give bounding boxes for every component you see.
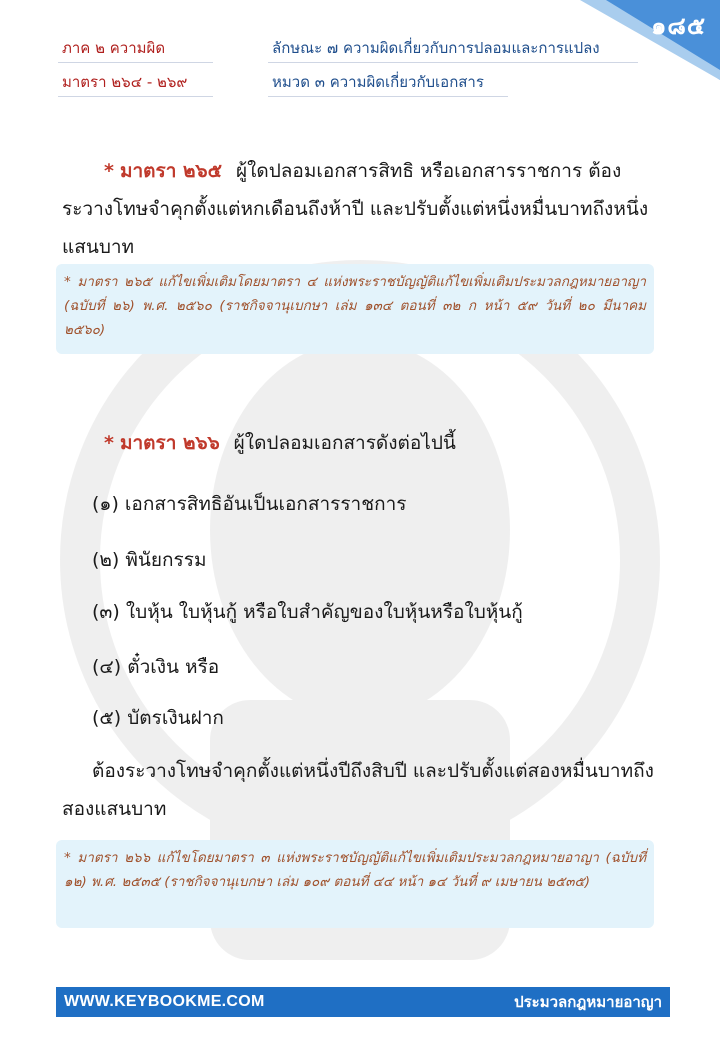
section-text: ผู้ใดปลอมเอกสารดังต่อไปนี้	[233, 432, 456, 454]
section-266-penalty	[62, 752, 660, 828]
amendment-note-265: * มาตรา ๒๖๕ แก้ไขเพิ่มเติมโดยมาตรา ๔ แห่งพระราชบัญญัติแก้ไขเพิ่มเติมประมวลกฎหมายอาญา (ฉบับที่ ๒๖) พ.ศ. ๒๕๖๐ (ราชกิจจานุเบกษา เล่ม ๑๓๔ ตอนที่ ๓๒ ก หน้า ๕๙ วันที่ ๒๐ มีนาคม ๒๕๖๐)	[56, 264, 654, 354]
list-item: (๕) บัตรเงินฝาก	[92, 707, 224, 729]
section-265	[62, 152, 660, 266]
header-sections: มาตรา ๒๖๔ - ๒๖๙	[62, 73, 188, 91]
header-divider	[268, 62, 638, 63]
amendment-mark: *	[104, 160, 114, 182]
footer-website: WWW.KEYBOOKME.COM	[64, 993, 265, 1010]
header-divider	[268, 96, 508, 97]
header-divider	[58, 96, 213, 97]
header-divider	[58, 62, 213, 63]
list-item: (๑) เอกสารสิทธิอันเป็นเอกสารราชการ	[92, 493, 407, 515]
section-266-intro	[62, 424, 660, 462]
footer-book-title: ประมวลกฎหมายอาญา	[514, 994, 662, 1011]
header-part: ภาค ๒ ความผิด	[62, 39, 166, 57]
amendment-mark: *	[104, 432, 114, 454]
amendment-note-266: * มาตรา ๒๖๖ แก้ไขโดยมาตรา ๓ แห่งพระราชบัญญัติแก้ไขเพิ่มเติมประมวลกฎหมายอาญา (ฉบับที่ ๑๒) พ.ศ. ๒๕๓๕ (ราชกิจจานุเบกษา เล่ม ๑๐๙ ตอนที่ ๔๔ หน้า ๑๔ วันที่ ๙ เมษายน ๒๕๓๕)	[56, 840, 654, 928]
section-text: ผู้ใดปลอมเอกสารสิทธิ หรือเอกสารราชการ ต้อง	[235, 160, 622, 182]
list-item: (๒) พินัยกรรม	[92, 549, 207, 571]
footer-bar	[56, 987, 670, 1017]
header-title: ลักษณะ ๗ ความผิดเกี่ยวกับการปลอมและการแปลง	[272, 39, 600, 57]
section-266	[62, 424, 660, 462]
section-265-line2: ระวางโทษจำคุกตั้งแต่หกเดือนถึงห้าปี และปรับตั้งแต่หนึ่งหมื่นบาทถึงหนึ่ง	[62, 198, 649, 220]
section-ref: มาตรา ๒๖๕	[119, 160, 222, 182]
header-chapter: หมวด ๓ ความผิดเกี่ยวกับเอกสาร	[272, 73, 484, 91]
section-265-line3: แสนบาท	[62, 236, 135, 258]
page-number: ๑๘๕	[651, 12, 706, 40]
penalty-line1: ต้องระวางโทษจำคุกตั้งแต่หนึ่งปีถึงสิบปี และปรับตั้งแต่สองหมื่นบาทถึง	[92, 760, 654, 782]
list-item: (๔) ตั๋วเงิน หรือ	[92, 656, 220, 678]
penalty-line2: สองแสนบาท	[62, 798, 167, 820]
section-265-line1	[62, 152, 660, 190]
section-ref: มาตรา ๒๖๖	[119, 432, 220, 454]
list-item: (๓) ใบหุ้น ใบหุ้นกู้ หรือใบสำคัญของใบหุ้นหรือใบหุ้นกู้	[92, 601, 523, 623]
